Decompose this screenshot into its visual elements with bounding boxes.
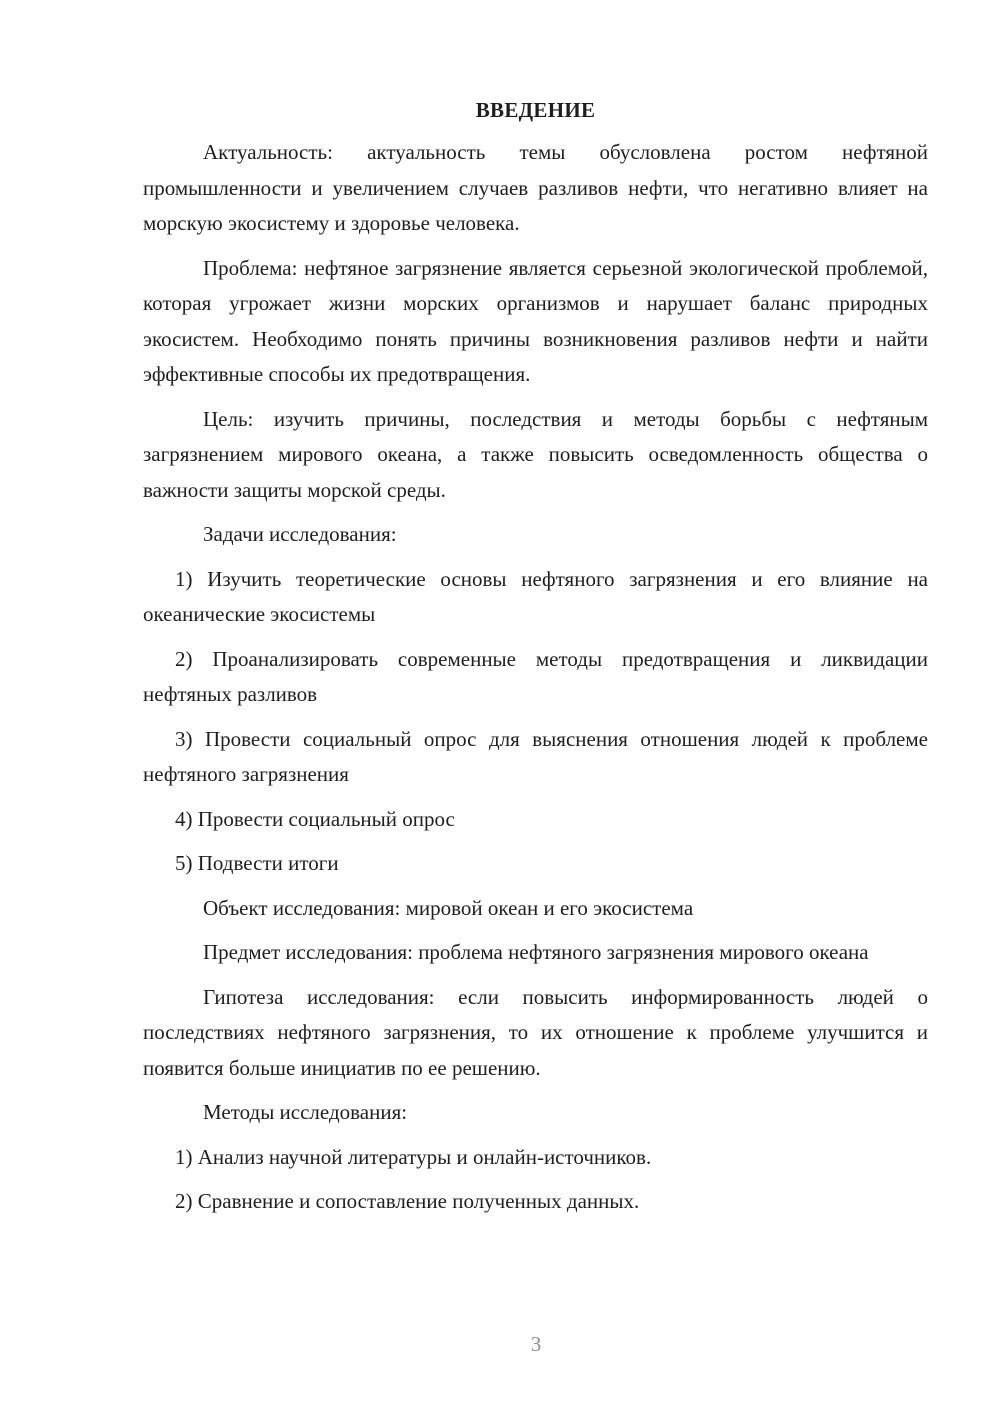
tasks-heading: Задачи исследования:	[203, 522, 397, 546]
list-item: 3) Провести социальный опрос для выяснения отношения людей к проблеме нефтяного загрязнения	[143, 726, 928, 786]
object-paragraph: Объект исследования: мировой океан и его экосистема	[203, 895, 694, 920]
goal-paragraph: Цель: изучить причины, последствия и методы борьбы с нефтяным загрязнением мирового океана, а также повысить осведомленность общества о важности защиты морской среды.	[143, 406, 928, 502]
list-item: 4) Провести социальный опрос	[175, 806, 455, 831]
document-page	[143, 95, 928, 1229]
list-item: 1) Изучить теоретические основы нефтяного загрязнения и его влияние на океанические экосистемы	[143, 566, 928, 626]
problem-paragraph: Проблема: нефтяное загрязнение является серьезной экологической проблемой, которая угрожает жизни морских организмов и нарушает баланс природных экосистем. Необходимо понять причины возникновения разливов нефти и найти эффективные способы их предотвращения.	[143, 255, 928, 386]
relevance-paragraph: Актуальность: актуальность темы обусловлена ростом нефтяной промышленности и увеличением случаев разливов нефти, что негативно влияет на морскую экосистему и здоровье человека.	[143, 140, 928, 235]
list-item: 1) Анализ научной литературы и онлайн-источников.	[175, 1144, 652, 1169]
list-item: 2) Проанализировать современные методы предотвращения и ликвидации нефтяных разливов	[143, 646, 928, 706]
hypothesis-paragraph: Гипотеза исследования: если повысить информированность людей о последствиях нефтяного загрязнения, то их отношение к проблеме улучшится и появится больше инициатив по ее решению.	[143, 984, 928, 1080]
page-title: ВВЕДЕНИЕ	[475, 98, 596, 122]
list-item: 2) Сравнение и сопоставление полученных данных.	[175, 1189, 640, 1213]
tasks-list	[143, 562, 928, 882]
list-item: 5) Подвести итоги	[175, 851, 339, 875]
page-number: 3	[530, 1332, 542, 1356]
methods-list	[143, 1140, 928, 1220]
subject-paragraph: Предмет исследования: проблема нефтяного загрязнения мирового океана	[203, 940, 869, 964]
methods-heading: Методы исследования:	[203, 1100, 408, 1124]
